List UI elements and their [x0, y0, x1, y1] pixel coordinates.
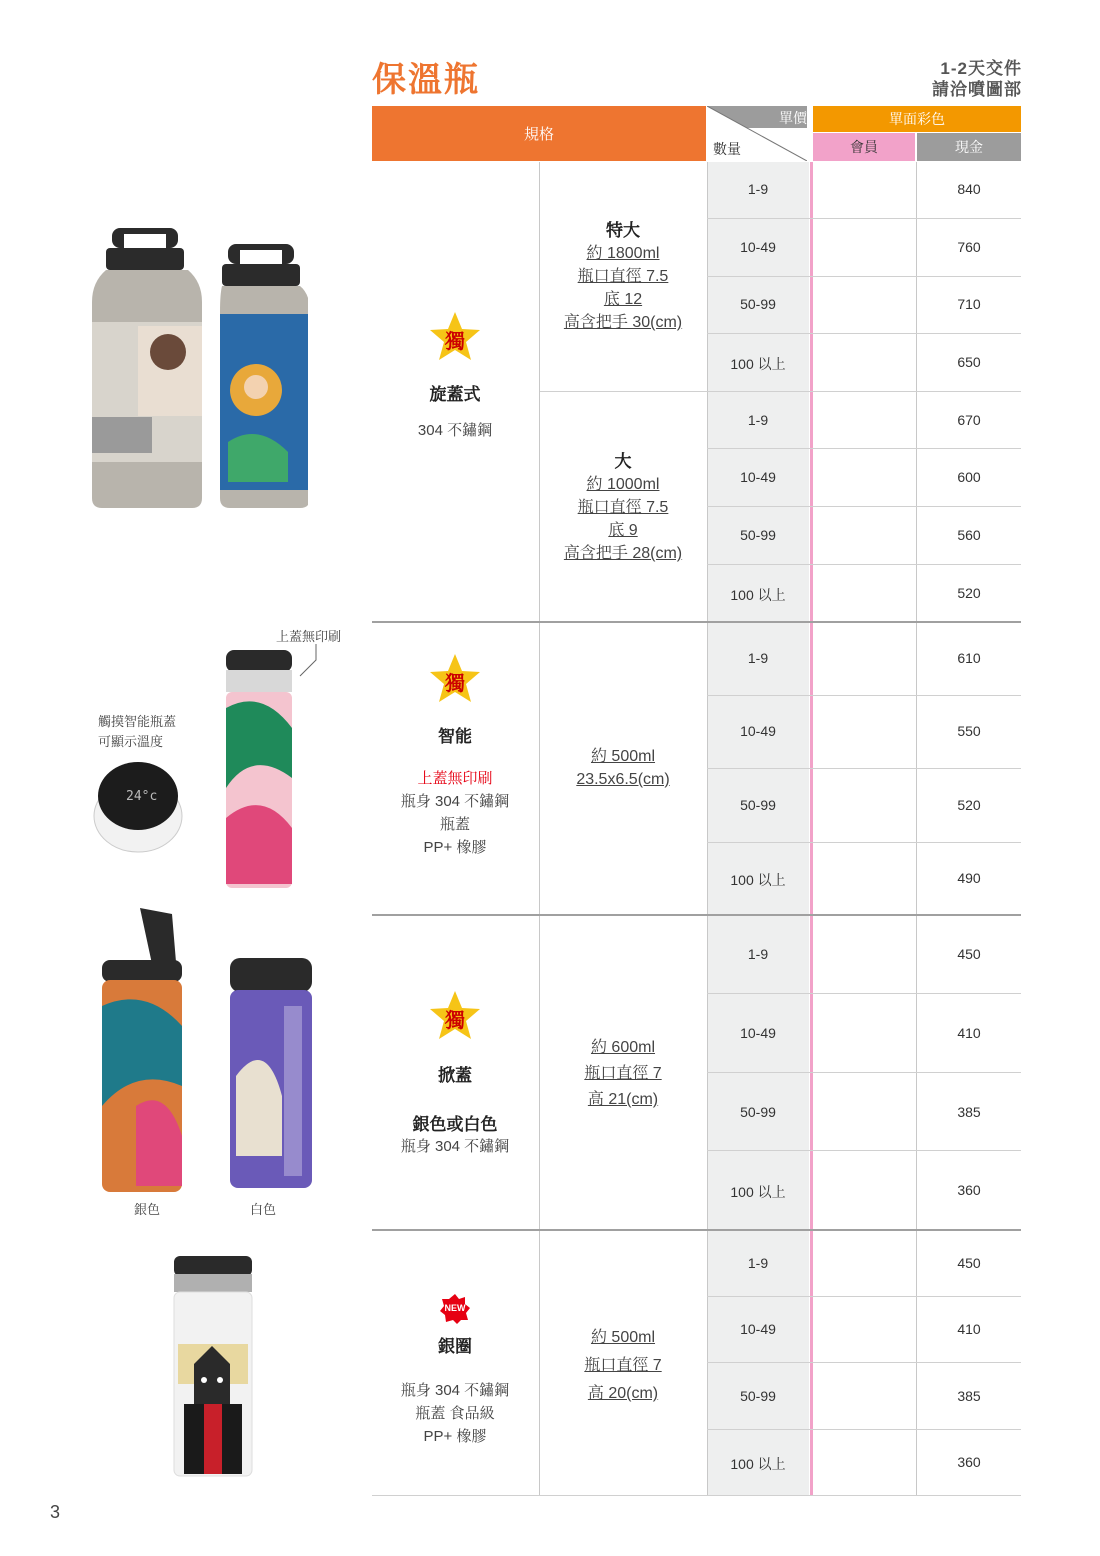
cash-price: 710 — [957, 296, 981, 312]
cash-price: 610 — [957, 650, 981, 666]
exclusive-star-icon: 獨 — [428, 310, 482, 364]
white-label: 白色 — [250, 1202, 277, 1217]
smart-lid-caption: 觸摸智能瓶蓋 可顯示溫度 — [98, 714, 177, 749]
cash-price: 360 — [957, 1182, 981, 1198]
exclusive-star-icon: 獨 — [428, 989, 482, 1043]
qty-cell: 10-49 — [740, 1025, 776, 1041]
silver-ring-bottle-image — [170, 1254, 256, 1480]
header-cash: 現金 — [917, 133, 1021, 161]
cash-price: 450 — [957, 946, 981, 962]
qty-cell: 50-99 — [740, 1388, 776, 1404]
cash-price: 520 — [957, 585, 981, 601]
qty-cell: 10-49 — [740, 239, 776, 255]
qty-cell: 100 以上 — [730, 1456, 786, 1472]
header-member: 會員 — [813, 133, 915, 161]
spec-xl: 特大 約 1800ml 瓶口直徑 7.5 底 12 高含把手 30(cm) — [563, 221, 683, 331]
cash-price: 385 — [957, 1388, 981, 1404]
qty-cell: 1-9 — [747, 1255, 769, 1271]
category-screw-cap: 獨 旋蓋式 304 不鏽鋼 — [372, 310, 538, 442]
header-single-color: 單面彩色 — [813, 106, 1021, 132]
cash-price: 840 — [957, 181, 981, 197]
header-qty-price — [707, 106, 807, 161]
cash-price: 410 — [957, 1321, 981, 1337]
cash-price: 760 — [957, 239, 981, 255]
screw-cap-bottles-image — [88, 222, 308, 512]
header-spec: 規格 — [372, 106, 706, 161]
flip-lid-silver-bottle-image — [96, 906, 192, 1196]
qty-cell: 1-9 — [747, 946, 769, 962]
smart-lid-image — [92, 758, 184, 858]
silver-label: 銀色 — [134, 1202, 161, 1217]
cash-price: 490 — [957, 870, 981, 886]
cash-price: 385 — [957, 1104, 981, 1120]
page-title: 保溫瓶 — [372, 61, 480, 99]
qty-cell: 50-99 — [740, 527, 776, 543]
exclusive-star-icon: 獨 — [428, 652, 482, 706]
cash-price: 520 — [957, 797, 981, 813]
qty-cell: 50-99 — [740, 296, 776, 312]
header-unit-price: 單價 — [779, 110, 807, 126]
header-quantity: 數量 — [713, 141, 741, 157]
qty-cell: 100 以上 — [730, 587, 786, 603]
cash-price: 670 — [957, 412, 981, 428]
qty-cell: 50-99 — [740, 1104, 776, 1120]
qty-cell: 1-9 — [747, 650, 769, 666]
cash-price: 550 — [957, 723, 981, 739]
flip-lid-white-bottle-image — [226, 956, 316, 1194]
category-flip-lid: 獨 掀蓋 銀色或白色 瓶身 304 不鏽鋼 — [372, 989, 538, 1158]
qty-cell: 10-49 — [740, 723, 776, 739]
cash-price: 410 — [957, 1025, 981, 1041]
spec-ring: 約 500ml 瓶口直徑 7 高 20(cm) — [584, 1329, 662, 1402]
qty-cell: 100 以上 — [730, 356, 786, 372]
cash-price: 560 — [957, 527, 981, 543]
qty-cell: 100 以上 — [730, 1184, 786, 1200]
category-silver-ring: NEW 銀圈 瓶身 304 不鏽鋼 瓶蓋 食品級 PP+ 橡膠 — [372, 1294, 538, 1448]
new-badge-icon: NEW — [440, 1294, 470, 1324]
divider — [539, 162, 540, 1496]
spec-large: 大 約 1000ml 瓶口直徑 7.5 底 9 高含把手 28(cm) — [563, 452, 683, 562]
qty-cell: 10-49 — [740, 469, 776, 485]
lid-no-print-label: 上蓋無印刷 — [276, 629, 342, 644]
smart-bottle-image — [222, 648, 296, 892]
qty-cell: 1-9 — [747, 412, 769, 428]
delivery-note: 1-2天交件 請洽噴圖部 — [932, 59, 1022, 99]
category-smart: 獨 智能 上蓋無印刷 瓶身 304 不鏽鋼 瓶蓋 PP+ 橡膠 — [372, 652, 538, 859]
spec-flip: 約 600ml 瓶口直徑 7 高 21(cm) — [584, 1039, 662, 1108]
svg-text:24°c: 24°c — [126, 789, 158, 804]
cash-price: 360 — [957, 1454, 981, 1470]
cash-price: 600 — [957, 469, 981, 485]
cash-price: 650 — [957, 354, 981, 370]
spec-smart: 約 500ml 23.5x6.5(cm) — [576, 748, 670, 788]
callout-line — [296, 642, 326, 682]
qty-cell: 50-99 — [740, 797, 776, 813]
cash-price: 450 — [957, 1255, 981, 1271]
qty-cell: 1-9 — [747, 181, 769, 197]
qty-cell: 10-49 — [740, 1321, 776, 1337]
qty-cell: 100 以上 — [730, 872, 786, 888]
page-number: 3 — [50, 1502, 61, 1522]
